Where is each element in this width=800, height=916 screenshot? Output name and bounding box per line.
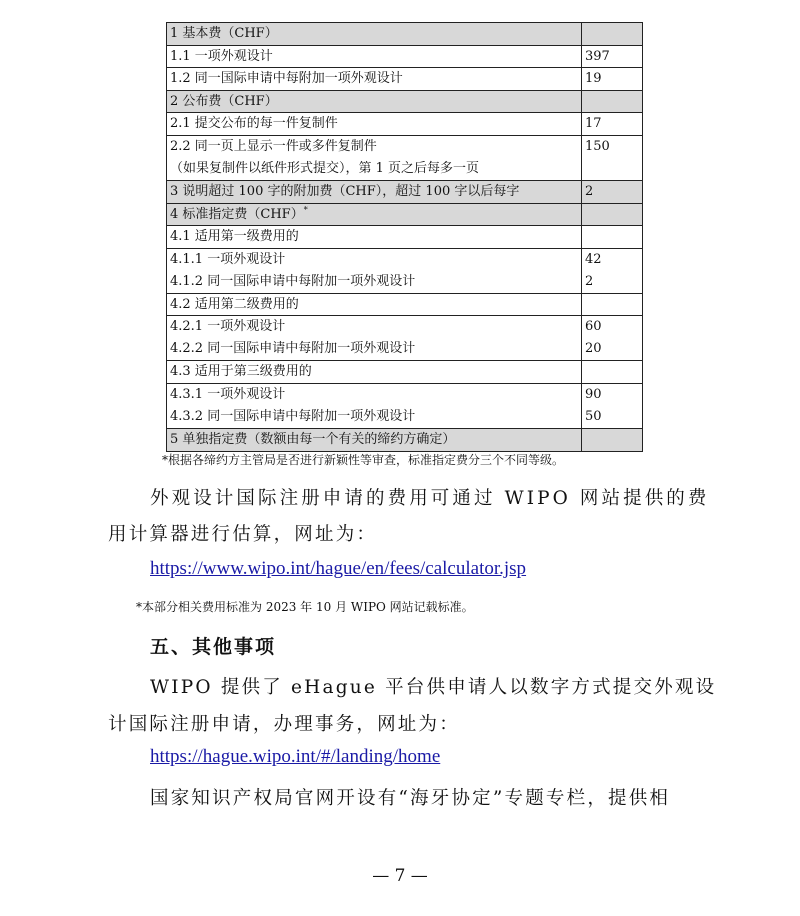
table-row	[167, 90, 643, 113]
fee-table	[166, 22, 643, 452]
table-row	[167, 293, 643, 316]
fee-value	[582, 361, 643, 384]
paragraph-line: WIPO 提供了 eHague 平台供申请人以数字方式提交外观设	[150, 677, 717, 698]
fee-label: 4 标准指定费（CHF）	[170, 206, 304, 222]
fee-label: 5 单独指定费（数额由每一个有关的缔约方确定）	[167, 428, 582, 451]
fee-value: 50	[585, 408, 602, 424]
source-note: *本部分相关费用标准为 2023 年 10 月 WIPO 网站记载标准。	[136, 600, 474, 614]
fee-label-cell	[167, 203, 582, 226]
fee-value	[582, 293, 643, 316]
fee-label-multiline	[167, 383, 582, 428]
ehague-link[interactable]: https://hague.wipo.int/#/landing/home	[150, 746, 441, 767]
fee-label-multiline	[167, 248, 582, 293]
fee-label: 3 说明超过 100 字的附加费（CHF），超过 100 字以后每字	[167, 180, 582, 203]
table-row	[167, 203, 643, 226]
fee-value: 150	[582, 135, 643, 180]
fee-label: 1.2 同一国际申请中每附加一项外观设计	[167, 68, 582, 91]
fee-label: 2 公布费（CHF）	[167, 90, 582, 113]
fee-label: 2.1 提交公布的每一件复制件	[167, 113, 582, 136]
fee-label: 4.3.1 一项外观设计	[170, 386, 286, 402]
table-row	[167, 180, 643, 203]
fee-label: 4.3 适用于第三级费用的	[167, 361, 582, 384]
fee-value	[582, 203, 643, 226]
fee-value	[582, 90, 643, 113]
table-row	[167, 316, 643, 361]
fee-label: 4.2.2 同一国际申请中每附加一项外观设计	[170, 341, 416, 357]
table-row	[167, 45, 643, 68]
fee-value: 397	[582, 45, 643, 68]
paragraph-line: 外观设计国际注册申请的费用可通过 WIPO 网站提供的费	[150, 488, 710, 509]
paragraph-line: 计国际注册申请，办理事务，网址为：	[108, 714, 460, 735]
fee-value: 2	[585, 273, 594, 289]
fee-value-multiline	[582, 248, 643, 293]
fee-value: 60	[585, 319, 602, 335]
table-row	[167, 135, 643, 180]
table-row	[167, 23, 643, 46]
fee-label-multiline	[167, 135, 582, 180]
table-row	[167, 428, 643, 451]
fee-label-multiline	[167, 316, 582, 361]
table-row	[167, 68, 643, 91]
fee-value: 17	[582, 113, 643, 136]
fee-value: 2	[582, 180, 643, 203]
fee-label: 2.2 同一页上显示一件或多件复制件	[170, 138, 377, 154]
fee-label: 4.1.1 一项外观设计	[170, 251, 286, 267]
fee-value: 19	[582, 68, 643, 91]
fee-value: 90	[585, 386, 602, 402]
table-row	[167, 383, 643, 428]
table-row	[167, 361, 643, 384]
fee-label-continued: （如果复制件以纸件形式提交），第 1 页之后每多一页	[170, 160, 480, 176]
footnote-marker: *	[303, 205, 308, 215]
fee-label: 4.1.2 同一国际申请中每附加一项外观设计	[170, 273, 416, 289]
fee-value	[582, 23, 643, 46]
section-heading: 五、其他事项	[150, 636, 277, 658]
page-number: — 7 —	[372, 866, 428, 886]
fee-value: 20	[585, 341, 602, 357]
table-row	[167, 226, 643, 249]
fee-label: 4.2 适用第二级费用的	[167, 293, 582, 316]
paragraph-line: 国家知识产权局官网开设有“海牙协定”专题专栏，提供相	[150, 788, 671, 809]
fee-value-multiline	[582, 383, 643, 428]
fee-label: 1 基本费（CHF）	[167, 23, 582, 46]
fee-value	[582, 226, 643, 249]
fee-label: 4.1 适用第一级费用的	[167, 226, 582, 249]
table-row	[167, 113, 643, 136]
fee-label: 4.2.1 一项外观设计	[170, 319, 286, 335]
fee-label: 1.1 一项外观设计	[167, 45, 582, 68]
paragraph-line: 用计算器进行估算，网址为：	[108, 524, 378, 545]
fee-calculator-link[interactable]: https://www.wipo.int/hague/en/fees/calculator.jsp	[150, 558, 527, 579]
table-footnote: *根据各缔约方主管局是否进行新颖性等审查，标准指定费分三个不同等级。	[162, 453, 565, 467]
fee-label: 4.3.2 同一国际申请中每附加一项外观设计	[170, 408, 416, 424]
fee-value-multiline	[582, 316, 643, 361]
table-row	[167, 248, 643, 293]
fee-table-body	[167, 23, 643, 452]
fee-value: 42	[585, 251, 602, 267]
fee-value	[582, 428, 643, 451]
